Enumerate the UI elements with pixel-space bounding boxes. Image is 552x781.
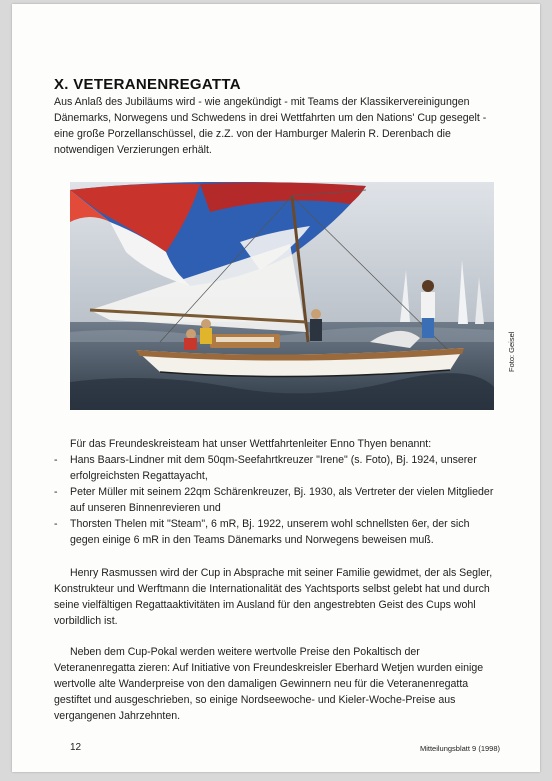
list-marker: - [54,518,58,531]
photo-illustration [70,182,494,410]
rasmussen-paragraph: Henry Rasmussen wird der Cup in Absprache mit seiner Familie gewidmet, der als Segler, Konstrukteur und Werftmann die Internationalität des Yachtsports selbst gelebt hat und durch seine vielfältigen Regattaaktivitäten im Ausland für den angestrebten Geist des Cups wohl vorbildlich ist. [54,567,493,628]
section-heading: X. VETERANENREGATTA [54,76,241,93]
prizes-paragraph: Neben dem Cup-Pokal werden weitere wertvolle Preise den Pokaltisch der Veteranenregatta zieren: Auf Initiative von Freundeskreisler Eberhard Wetjen wurden einige wertvolle alte Wanderpreise von den damaligen Gewinnern neu für die Veteranenregatta gestiftet und ausgeschrieben, so einige Nordseewoche- und Kieler-Woche-Preise aus vergangenen Jahrzehnten. [54,646,484,723]
photo-credit: Foto: Geisel [507,331,516,372]
team-list [54,452,500,549]
team-lead-text: Für das Freundeskreisteam hat unser Wettfahrtenleiter Enno Thyen benannt: [70,438,432,450]
list-item: - Hans Baars-Lindner mit dem 50qm-Seefahrtkreuzer "Irene" (s. Foto), Bj. 1924, unserer erfolgreichsten Regattayacht, [54,454,477,483]
list-item: - Thorsten Thelen mit "Steam", 6 mR, Bj. 1922, unserem wohl schnellsten 6er, der sich gegen einige 6 mR in den Teams Dänemarks und Norwegens beweisen muß. [54,518,470,547]
list-marker: - [54,454,58,466]
sailing-photo [70,182,494,410]
publication-source: Mitteilungsblatt 9 (1998) [419,744,500,753]
intro-paragraph: Aus Anlaß des Jubiläums wird - wie angekündigt - mit Teams der Klassikervereinigungen Dänemarks, Norwegens und Schwedens in drei Wettfahrten um den Nations' Cup gesegelt - eine große Porzellanschüssel, die z.Z. von der Hamburger Malerin R. Derenbach die notwendigen Verzierungen erhält. [54,96,487,157]
list-item: - Peter Müller mit seinem 22qm Schärenkreuzer, Bj. 1930, als Vertreter der vielen Mitglieder auf unseren Binnenrevieren und [54,486,494,515]
page-number: 12 [70,742,82,753]
list-marker: - [54,486,58,499]
